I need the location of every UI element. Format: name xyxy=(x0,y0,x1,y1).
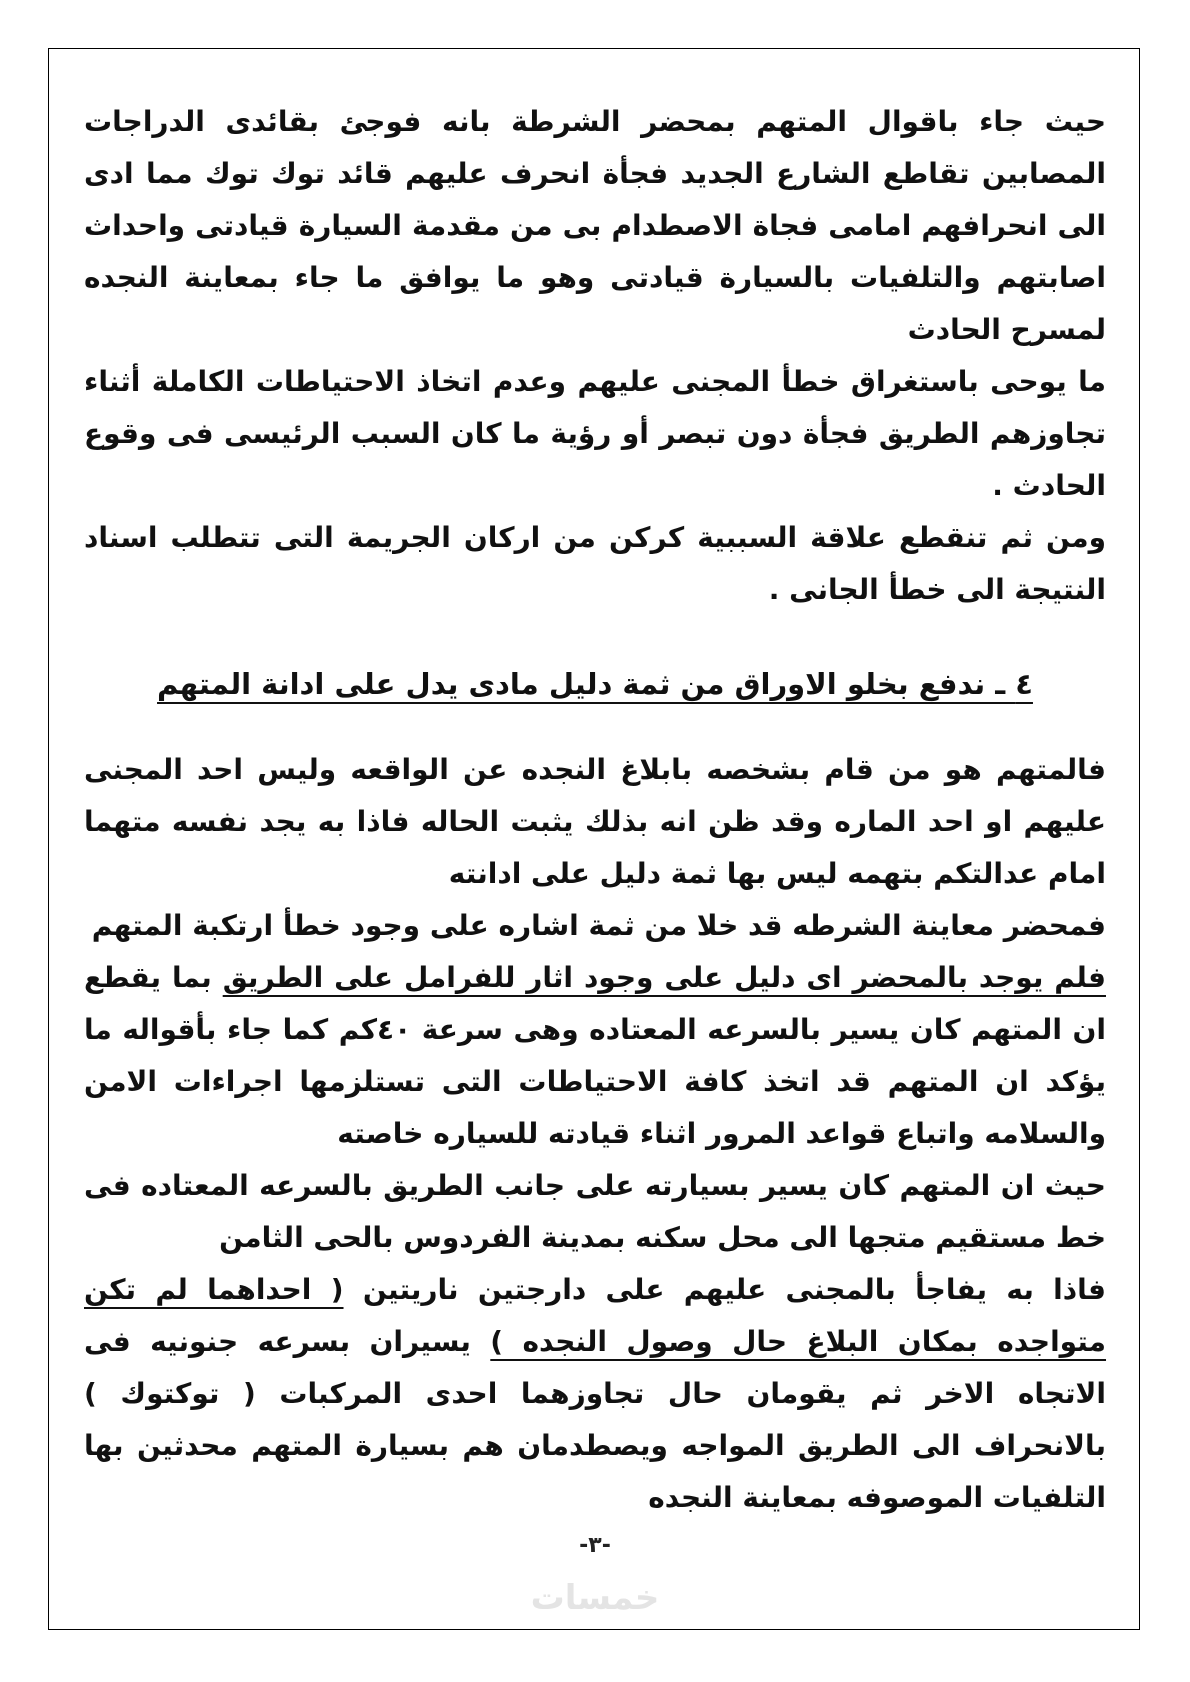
paragraph-police-statement: حيث جاء باقوال المتهم بمحضر الشرطة بانه فوجئ بقائدى الدراجات المصابين تقاطع الشارع الجديد فجأة انحرف عليهم قائد توك توك مما ادى الى انحرافهم امامى فجاة الاصطدام بى من مقدمة السيارة قيادتى واحداث اصابتهم والتلفيات بالسيارة قيادتى وهو ما يوافق ما جاء بمعاينة النجده لمسرح الحادث xyxy=(84,105,1106,346)
underlined-no-brake-marks: فلم يوجد بالمحضر اى دليل على وجود اثار للفرامل على الطريق xyxy=(222,961,1106,994)
paragraph-police-inspection: فمحضر معاينة الشرطه قد خلا من ثمة اشاره على وجود خطأ ارتكبة المتهم xyxy=(91,909,1106,942)
section-heading-text: ٤ ـ ندفع بخلو الاوراق من ثمة دليل مادى يدل على ادانة المتهم xyxy=(157,667,1033,701)
underlined-motorcycle-absent: ( احداهما لم تكن متواجده بمكان البلاغ حال وصول النجده ) xyxy=(84,1273,1107,1358)
page-number: -٣- xyxy=(579,1533,611,1558)
document-body xyxy=(84,96,1106,1524)
section-heading xyxy=(84,654,1106,714)
paragraph-motorcycles xyxy=(84,1264,1106,1524)
paragraph-defendant-reported: فالمتهم هو من قام بشخصه بابلاغ النجده عن الواقعه وليس احد المجنى عليهم او احد الماره وقد ظن انه بذلك يثبت الحاله فاذا به يجد نفسه متهما امام عدالتكم بتهمه ليس بها ثمة دليل على ادانته xyxy=(84,753,1106,890)
paragraph-causation: ومن ثم تنقطع علاقة السببية كركن من اركان الجريمة التى تتطلب اسناد النتيجة الى خطأ الجانى . xyxy=(84,521,1106,606)
paragraph-motorcycles-rest: يسيران بسرعه جنونيه فى الاتجاه الاخر ثم يقومان حال تجاوزهما احدى المركبات ( توكتوك ) بالانحراف الى الطريق المواجه ويصطدمان هم بسيارة المتهم محدثين بها التلفيات الموصوفه بمعاينة النجده xyxy=(84,1325,1106,1514)
paragraph-no-brake-marks-rest: بما يقطع ان المتهم كان يسير بالسرعه المعتاده وهى سرعة ٤٠كم كما جاء بأقواله ما يؤكد ان المتهم قد اتخذ كافة الاحتياطات التى تستلزمها اجراءات الامن والسلامه واتباع قواعد المرور اثناء قيادته للسياره خاصته xyxy=(84,961,1107,1150)
paragraph-normal-speed: حيث ان المتهم كان يسير بسيارته على جانب الطريق بالسرعه المعتاده فى خط مستقيم متجها الى محل سكنه بمدينة الفردوس بالحى الثامن xyxy=(84,1169,1106,1254)
watermark-logo: خمسات xyxy=(530,1578,660,1618)
paragraph-motorcycles-start: فاذا به يفاجأ بالمجنى عليهم على دارجتين ناريتين xyxy=(343,1273,1106,1306)
paragraph-victims-fault: ما يوحى باستغراق خطأ المجنى عليهم وعدم اتخاذ الاحتياطات الكاملة أثناء تجاوزهم الطريق فجأة دون تبصر أو رؤية ما كان السبب الرئيسى فى وقوع الحادث . xyxy=(84,365,1106,502)
paragraph-no-brake-marks xyxy=(84,952,1106,1160)
